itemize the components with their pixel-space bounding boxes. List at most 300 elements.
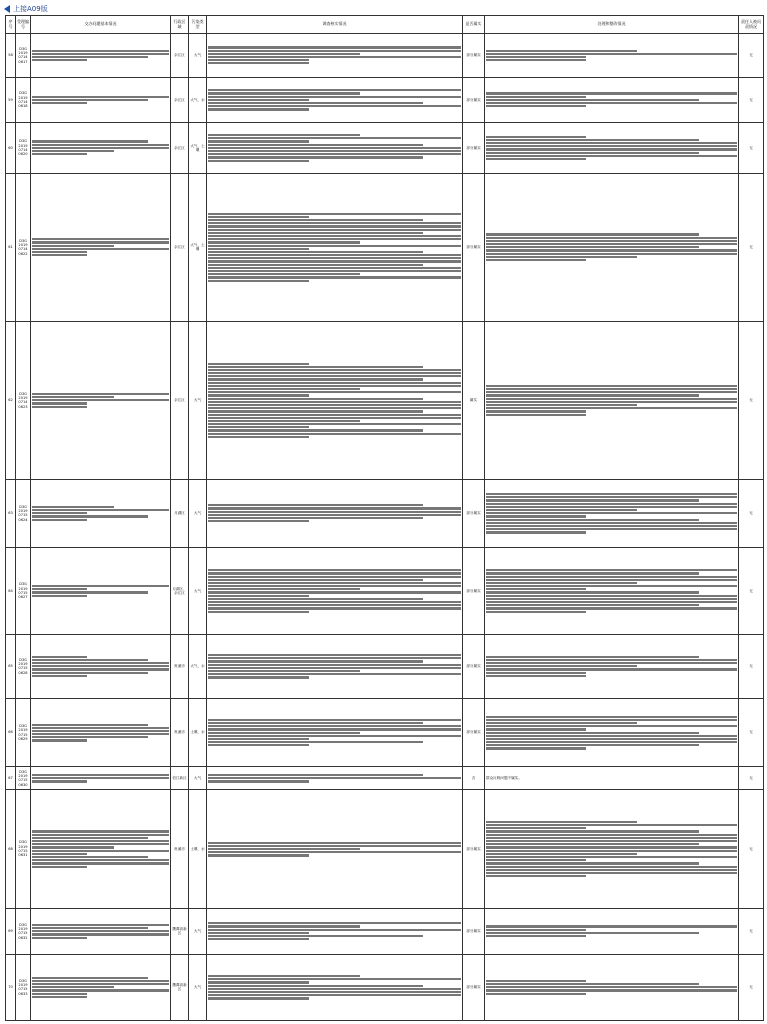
accountability: 无: [739, 321, 764, 479]
handling-text-block: [486, 136, 737, 161]
verified-status: 属实: [463, 321, 485, 479]
text-line: [208, 975, 360, 977]
text-line: [486, 142, 737, 144]
text-line: [32, 595, 87, 597]
complaint-text-block: [32, 977, 169, 998]
text-line: [486, 528, 737, 530]
text-line: [208, 585, 461, 587]
investigation-result: [207, 173, 463, 321]
text-line: [32, 730, 169, 732]
row-number: 59: [6, 77, 16, 123]
text-line: [208, 719, 461, 721]
text-line: [208, 276, 461, 278]
text-line: [32, 512, 87, 514]
row-number: 70: [6, 954, 16, 1020]
table-row: [6, 173, 764, 321]
handling-text-block: [486, 92, 737, 107]
text-line: [208, 394, 309, 396]
text-line: [486, 722, 637, 724]
text-line: [208, 62, 309, 64]
text-line: [32, 591, 148, 593]
text-line: [486, 747, 586, 749]
text-line: [32, 933, 169, 935]
text-line: [208, 150, 461, 152]
investigation-text-block: [208, 654, 461, 679]
table-row: [6, 123, 764, 173]
text-line: [32, 393, 169, 395]
text-line: [208, 981, 309, 983]
text-line: [32, 668, 169, 670]
text-line: [486, 493, 737, 495]
text-line: [32, 254, 87, 256]
text-line: [32, 656, 87, 658]
district: 贵溪市: [171, 698, 189, 767]
text-line: [208, 260, 461, 262]
text-line: [208, 222, 461, 224]
case-code: D3G 2019 0715 0627: [16, 548, 31, 635]
text-line: [486, 259, 586, 261]
text-line: [208, 273, 360, 275]
text-line: [32, 672, 148, 674]
text-line: [486, 414, 586, 416]
text-line: [32, 843, 169, 845]
text-line: [486, 595, 737, 597]
text-line: [208, 270, 461, 272]
handling-text-block: [486, 716, 737, 750]
complaint-summary: [31, 77, 171, 123]
text-line: [208, 922, 461, 924]
district: 月湖区、余江区: [171, 548, 189, 635]
complaint-text-block: [32, 830, 169, 867]
text-line: [486, 522, 737, 524]
text-line: [32, 659, 148, 661]
district: 鹰潭高新区: [171, 954, 189, 1020]
text-line: [486, 668, 737, 670]
text-line: [486, 240, 737, 242]
text-line: [208, 366, 423, 368]
investigation-result: [207, 634, 463, 698]
text-line: [32, 980, 169, 982]
text-line: [208, 232, 423, 234]
text-line: [486, 993, 586, 995]
text-line: [486, 136, 586, 138]
row-number: 62: [6, 321, 16, 479]
text-line: [486, 728, 586, 730]
text-line: [32, 937, 87, 939]
text-line: [208, 254, 461, 256]
row-number: 64: [6, 548, 16, 635]
text-line: [486, 59, 586, 61]
text-line: [486, 675, 586, 677]
case-code: D3G 2019 0715 0630: [16, 767, 31, 790]
text-line: [208, 929, 461, 931]
pollution-type: 大气、水: [189, 77, 207, 123]
text-line: [32, 830, 169, 832]
text-line: [208, 520, 309, 522]
text-line: [486, 744, 699, 746]
row-number: 68: [6, 790, 16, 909]
text-line: [486, 607, 737, 609]
page-header: [4, 3, 48, 15]
text-line: [208, 56, 461, 58]
pollution-type: 土壤、水: [189, 698, 207, 767]
text-line: [208, 732, 360, 734]
text-line: [32, 989, 169, 991]
text-line: [486, 853, 637, 855]
text-line: [208, 216, 309, 218]
text-line: [32, 927, 148, 929]
text-line: [486, 935, 586, 937]
district: 贵溪市: [171, 634, 189, 698]
investigation-result: [207, 548, 463, 635]
district: 余江区: [171, 173, 189, 321]
investigation-text-block: [208, 89, 461, 110]
text-line: [32, 846, 114, 848]
investigation-text-block: [208, 134, 461, 162]
text-line: [208, 978, 461, 980]
text-line: [486, 932, 699, 934]
text-line: [208, 417, 461, 419]
accountability: 无: [739, 790, 764, 909]
text-line: [486, 506, 737, 508]
text-line: [208, 235, 461, 237]
text-line: [208, 660, 423, 662]
row-number: 69: [6, 908, 16, 954]
case-code: D3G 2019 0715 0629: [16, 698, 31, 767]
row-number: 58: [6, 34, 16, 77]
text-line: [486, 725, 737, 727]
case-code: D3G 2019 0715 0633: [16, 954, 31, 1020]
text-line: [32, 506, 114, 508]
text-line: [208, 654, 461, 656]
text-line: [208, 105, 461, 107]
text-line: [32, 859, 169, 861]
table-row: [6, 479, 764, 548]
text-line: [486, 579, 737, 581]
district: 余江区: [171, 123, 189, 173]
text-line: [208, 140, 309, 142]
handling-measures: [485, 908, 739, 954]
text-line: [486, 243, 737, 245]
text-line: [208, 504, 423, 506]
text-line: [208, 988, 461, 990]
text-line: [486, 499, 699, 501]
text-line: [208, 92, 360, 94]
text-line: [32, 983, 169, 985]
text-line: [208, 50, 461, 52]
table-row: [6, 321, 764, 479]
verified-status: 部分属实: [463, 634, 485, 698]
text-line: [32, 862, 169, 864]
text-line: [208, 569, 461, 571]
text-line: [486, 531, 586, 533]
text-line: [208, 385, 461, 387]
text-line: [208, 46, 461, 48]
handling-text-block: [486, 656, 737, 677]
text-line: [486, 719, 737, 721]
handling-measures: [485, 123, 739, 173]
text-line: [486, 827, 586, 829]
text-line: [486, 662, 737, 664]
case-code: D3G 2019 0714 0620: [16, 123, 31, 173]
text-line: [32, 850, 169, 852]
text-line: [208, 925, 360, 927]
text-line: [486, 672, 586, 674]
text-line: [208, 59, 309, 61]
table-row: [6, 634, 764, 698]
text-line: [486, 611, 586, 613]
text-line: [486, 145, 737, 147]
complaint-summary: [31, 908, 171, 954]
case-code: D3G 2019 0715 0631: [16, 790, 31, 909]
text-line: [486, 253, 737, 255]
handling-text-block: [486, 821, 737, 877]
text-line: [486, 525, 737, 527]
text-line: [486, 850, 737, 852]
handling-measures: [485, 173, 739, 321]
text-line: [486, 102, 737, 104]
text-line: [486, 237, 737, 239]
handling-measures: [485, 548, 739, 635]
text-line: [208, 997, 309, 999]
verified-status: 部分属实: [463, 954, 485, 1020]
text-line: [32, 840, 169, 842]
text-line: [208, 601, 461, 603]
text-line: [32, 56, 148, 58]
text-line: [486, 394, 699, 396]
text-line: [208, 935, 423, 937]
complaint-text-block: [32, 140, 169, 155]
accountability: 无: [739, 77, 764, 123]
text-line: [486, 585, 737, 587]
text-line: [208, 245, 461, 247]
text-line: [208, 144, 423, 146]
left-triangle-icon: [4, 5, 10, 13]
text-line: [486, 503, 737, 505]
text-line: [486, 407, 737, 409]
case-code: D3G 2019 0715 0628: [16, 634, 31, 698]
case-code: D3G 2019 0715 0632: [16, 908, 31, 954]
text-line: [486, 410, 586, 412]
complaint-summary: [31, 173, 171, 321]
case-code: D3G 2019 0714 0617: [16, 34, 31, 77]
text-line: [208, 664, 461, 666]
text-line: [208, 728, 461, 730]
text-line: [486, 856, 737, 858]
row-number: 65: [6, 634, 16, 698]
verified-status: 部分属实: [463, 479, 485, 548]
text-line: [208, 241, 360, 243]
complaint-summary: [31, 698, 171, 767]
text-line: [32, 153, 87, 155]
investigation-text-block: [208, 719, 461, 747]
text-line: [208, 156, 423, 158]
investigation-text-block: [208, 922, 461, 940]
text-line: [486, 659, 737, 661]
header-type: 污染类型: [189, 16, 207, 34]
text-line: [486, 866, 737, 868]
text-line: [208, 722, 423, 724]
header-result: 调查核实情况: [207, 16, 463, 34]
text-line: [486, 732, 699, 734]
text-line: [208, 607, 461, 609]
text-line: [208, 147, 461, 149]
table-header-row: [6, 16, 764, 34]
text-line: [32, 147, 169, 149]
text-line: [208, 429, 423, 431]
district: 余江区: [171, 34, 189, 77]
investigation-text-block: [208, 363, 461, 439]
district: 信江新区: [171, 767, 189, 790]
text-line: [208, 375, 461, 377]
text-line: [32, 96, 169, 98]
text-line: [208, 251, 423, 253]
handling-text-block: [486, 925, 737, 937]
text-line: [208, 420, 360, 422]
text-line: [208, 229, 461, 231]
text-line: [208, 257, 461, 259]
text-line: [486, 152, 699, 154]
row-number: 60: [6, 123, 16, 173]
district: 月湖区: [171, 479, 189, 548]
text-line: [486, 148, 737, 150]
text-line: [32, 396, 114, 398]
text-line: [208, 401, 461, 403]
complaint-text-block: [32, 506, 169, 521]
text-line: [32, 996, 87, 998]
text-line: [208, 407, 461, 409]
text-line: [208, 673, 461, 675]
text-line: [208, 579, 423, 581]
handling-measures: 群众反映问题不属实。: [485, 767, 739, 790]
handling-measures: [485, 321, 739, 479]
text-line: [486, 741, 737, 743]
text-line: [208, 423, 461, 425]
text-line: [208, 238, 461, 240]
accountability: 无: [739, 34, 764, 77]
text-line: [486, 256, 637, 258]
text-line: [208, 53, 360, 55]
text-line: [208, 372, 461, 374]
text-line: [32, 662, 169, 664]
complaint-summary: [31, 321, 171, 479]
text-line: [486, 391, 737, 393]
handling-text-block: [486, 980, 737, 995]
handling-text-block: [486, 50, 737, 62]
handling-measures: [485, 634, 739, 698]
investigation-text-block: [208, 774, 461, 783]
text-line: [486, 929, 586, 931]
verified-status: 部分属实: [463, 908, 485, 954]
text-line: [32, 727, 169, 729]
text-line: [32, 853, 87, 855]
investigation-result: [207, 767, 463, 790]
text-line: [208, 848, 360, 850]
text-line: [208, 576, 461, 578]
text-line: [486, 404, 637, 406]
handling-measures: [485, 77, 739, 123]
table-row: [6, 954, 764, 1020]
text-line: [486, 656, 699, 658]
investigation-result: [207, 790, 463, 909]
text-line: [486, 821, 637, 823]
text-line: [208, 598, 423, 600]
pollution-type: 大气、土壤: [189, 123, 207, 173]
text-line: [208, 398, 423, 400]
text-line: [32, 739, 87, 741]
text-line: [32, 856, 148, 858]
text-line: [32, 866, 87, 868]
text-line: [208, 137, 461, 139]
text-line: [486, 869, 737, 871]
text-line: [208, 213, 461, 215]
text-line: [486, 99, 699, 101]
text-line: [208, 248, 309, 250]
text-line: [32, 248, 169, 250]
text-line: [208, 410, 423, 412]
text-line: [32, 519, 87, 521]
text-line: [32, 930, 169, 932]
text-line: [486, 105, 586, 107]
complaint-text-block: [32, 774, 169, 783]
text-line: [486, 385, 737, 387]
text-line: [208, 595, 309, 597]
investigation-result: [207, 954, 463, 1020]
text-line: [32, 140, 148, 142]
district: 鹰潭高新区: [171, 908, 189, 954]
case-code: D3G 2019 0714 0623: [16, 321, 31, 479]
case-code: D3G 2019 0714 0618: [16, 77, 31, 123]
handling-measures: [485, 954, 739, 1020]
text-line: [486, 92, 737, 94]
text-line: [32, 238, 169, 240]
text-line: [208, 572, 461, 574]
text-line: [486, 246, 699, 248]
text-line: [32, 406, 87, 408]
text-line: [208, 378, 423, 380]
text-line: [32, 777, 169, 779]
text-line: [208, 514, 461, 516]
table-row: [6, 34, 764, 77]
text-line: [32, 251, 87, 253]
header-district: 行政区域: [171, 16, 189, 34]
text-line: [486, 601, 737, 603]
investigation-result: [207, 123, 463, 173]
district: 贵溪市: [171, 790, 189, 909]
complaint-summary: [31, 790, 171, 909]
table-row: [6, 548, 764, 635]
text-line: [32, 102, 87, 104]
text-line: [486, 824, 737, 826]
row-number: 67: [6, 767, 16, 790]
investigation-text-block: [208, 504, 461, 522]
accountability: 无: [739, 548, 764, 635]
text-line: [208, 582, 461, 584]
text-line: [486, 872, 737, 874]
text-line: [208, 89, 461, 91]
text-line: [208, 670, 360, 672]
accountability: 无: [739, 954, 764, 1020]
text-line: [32, 241, 169, 243]
text-line: [486, 588, 586, 590]
verified-status: 部分属实: [463, 548, 485, 635]
page-continuation-label: 上接A09版: [13, 5, 48, 13]
text-line: [32, 150, 114, 152]
text-line: [208, 102, 423, 104]
text-line: [32, 924, 169, 926]
text-line: [32, 99, 148, 101]
case-code: D3G 2019 0715 0624: [16, 479, 31, 548]
